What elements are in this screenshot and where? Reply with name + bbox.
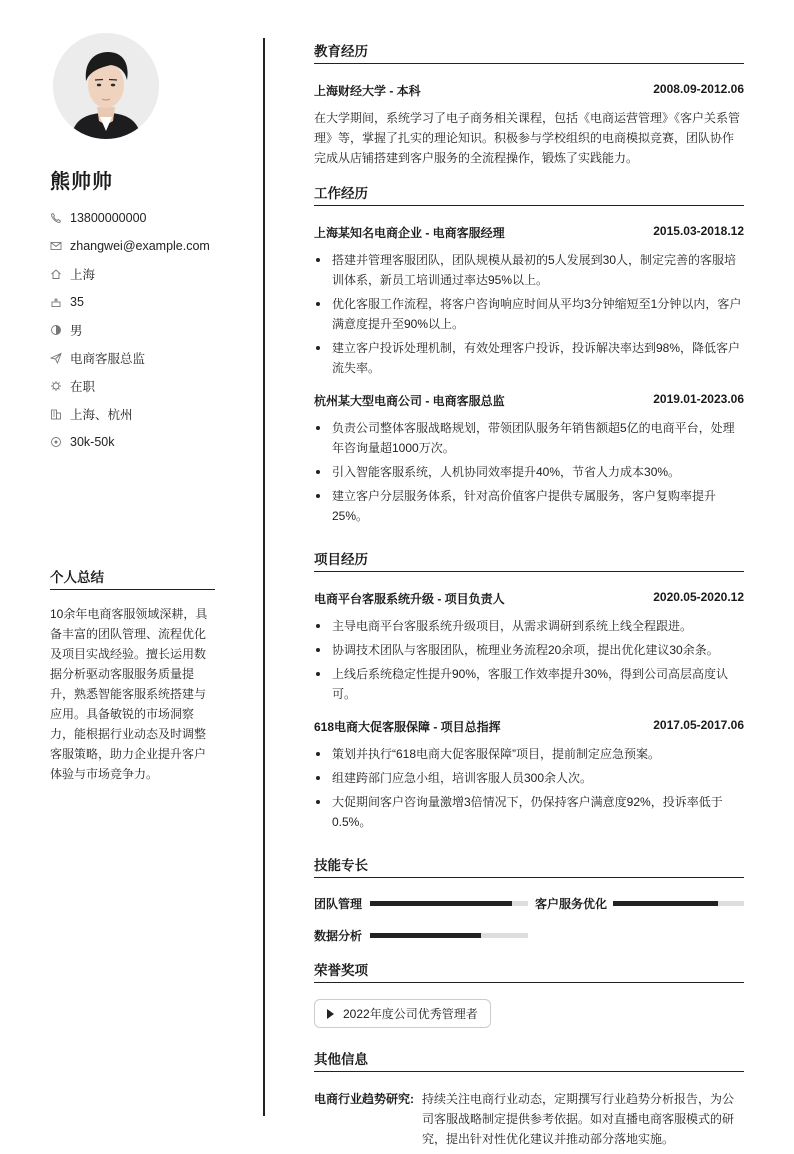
phone-icon (50, 212, 62, 224)
education-school: 上海财经大学 - 本科 (314, 84, 421, 98)
home-icon (50, 268, 62, 280)
project-date: 2017.05-2017.06 (653, 718, 744, 732)
candidate-name: 熊帅帅 (50, 171, 113, 193)
job-date: 2015.03-2018.12 (653, 224, 744, 238)
project-head (314, 590, 744, 607)
project-head (314, 718, 744, 735)
projects-section (314, 548, 744, 832)
salary-icon (50, 436, 62, 448)
list-item: 组建跨部门应急小组，培训客服人员300余人次。 (314, 768, 744, 788)
contact-info-list (50, 204, 250, 456)
work-section (314, 182, 744, 526)
other-title: 其他信息 (314, 1048, 744, 1072)
gender-text: 男 (70, 324, 83, 338)
other-key: 电商行业趋势研究: (314, 1092, 414, 1106)
list-item: 建立客户投诉处理机制，有效处理客户投诉，投诉解决率达到98%，降低客户流失率。 (314, 338, 744, 378)
info-gender (50, 316, 250, 344)
list-item: 建立客户分层服务体系，针对高价值客户提供专属服务，客户复购率提升25%。 (314, 486, 744, 526)
list-item: 策划并执行“618电商大促客服保障”项目，提前制定应急预案。 (314, 744, 744, 764)
skill-fill (370, 933, 481, 938)
email-icon (50, 240, 62, 252)
position-text: 电商客服总监 (70, 352, 146, 366)
salary-text: 30k-50k (70, 435, 115, 449)
summary-text: 10余年电商客服领域深耕，具备丰富的团队管理、流程优化及项目实战经验。擅长运用数据分析驱动客服服务质量提升，熟悉智能客服系统搭建与应用。具备敏锐的市场洞察力，能根据行业动态及时调整客服策略，助力企业提升客户体验与市场竞争力。 (50, 607, 208, 781)
info-position (50, 344, 250, 372)
column-divider (263, 38, 265, 1116)
list-item: 引入智能客服系统，人机协同效率提升40%，节省人力成本30%。 (314, 462, 744, 482)
job-title: 杭州某大型电商公司 - 电商客服总监 (314, 394, 505, 408)
info-salary (50, 428, 250, 456)
list-item: 负责公司整体客服战略规划，带领团队服务年销售额超5亿的电商平台，处理年咨询量超1000万次。 (314, 418, 744, 458)
send-icon (50, 352, 62, 364)
awards-list (314, 999, 744, 1028)
other-item (314, 1089, 744, 1149)
award-label: 2022年度公司优秀管理者 (343, 1007, 478, 1021)
skill-label: 数据分析 (314, 928, 363, 943)
info-city (50, 260, 250, 288)
gender-icon (50, 324, 62, 336)
info-age (50, 288, 250, 316)
project-date: 2020.05-2020.12 (653, 590, 744, 604)
info-email (50, 232, 250, 260)
list-item: 优化客服工作流程，将客户咨询响应时间从平均3分钟缩短至1分钟以内，客户满意度提升至90%以上。 (314, 294, 744, 334)
email-text: zhangwei@example.com (70, 239, 210, 253)
list-item: 协调技术团队与客服团队，梳理业务流程20余项，提出优化建议30余条。 (314, 640, 744, 660)
list-item: 搭建并管理客服团队，团队规模从最初的5人发展到30人，制定完善的客服培训体系，新员工培训通过率达95%以上。 (314, 250, 744, 290)
project-bullets (314, 616, 744, 704)
job-date: 2019.01-2023.06 (653, 392, 744, 406)
project-title: 618电商大促客服保障 - 项目总指挥 (314, 720, 501, 734)
job-bullets (314, 418, 744, 526)
education-section (314, 40, 744, 168)
skills-title: 技能专长 (314, 854, 744, 878)
building-icon (50, 408, 62, 420)
awards-section (314, 959, 744, 1028)
job-head (314, 224, 744, 241)
location-text: 上海、杭州 (70, 408, 133, 422)
list-item: 上线后系统稳定性提升90%，客服工作效率提升30%，得到公司高层高度认可。 (314, 664, 744, 704)
education-date: 2008.09-2012.06 (653, 82, 744, 96)
education-head (314, 82, 744, 99)
cake-icon (50, 296, 62, 308)
job-title: 上海某知名电商企业 - 电商客服经理 (314, 226, 505, 240)
avatar (53, 33, 159, 139)
skill-bar (370, 901, 528, 906)
avatar-portrait (53, 33, 159, 139)
projects-title: 项目经历 (314, 548, 744, 572)
city-text: 上海 (70, 268, 96, 282)
skill-item (535, 895, 744, 911)
award-badge (314, 999, 491, 1028)
skills-section (314, 854, 744, 959)
status-icon (50, 380, 62, 392)
project-title: 电商平台客服系统升级 - 项目负责人 (314, 592, 505, 606)
education-desc: 在大学期间，系统学习了电子商务相关课程，包括《电商运营管理》《客户关系管理》等，掌握了扎实的理论知识。积极参与学校组织的电商模拟竞赛，团队协作完成从店铺搭建到客户服务的全流程操作，锻炼了实践能力。 (314, 111, 741, 165)
skill-fill (370, 901, 512, 906)
other-value: 持续关注电商行业动态，定期撰写行业趋势分析报告，为公司客服战略制定提供参考依据。如对直播电商客服模式的研究，提出针对性优化建议并推动部分落地实施。 (422, 1092, 735, 1146)
education-title: 教育经历 (314, 40, 744, 64)
phone-text: 13800000000 (70, 211, 147, 225)
summary-section (50, 566, 215, 784)
info-location (50, 400, 250, 428)
info-phone (50, 204, 250, 232)
info-status (50, 372, 250, 400)
skill-label: 客户服务优化 (535, 896, 608, 911)
summary-title: 个人总结 (50, 566, 215, 590)
skill-bar (370, 933, 528, 938)
list-item: 大促期间客户咨询量激增3倍情况下，仍保持客户满意度92%，投诉率低于0.5%。 (314, 792, 744, 832)
skill-item (314, 927, 535, 943)
skill-label: 团队管理 (314, 896, 363, 911)
skill-fill (613, 901, 718, 906)
list-item: 主导电商平台客服系统升级项目，从需求调研到系统上线全程跟进。 (314, 616, 744, 636)
skill-bar (613, 901, 744, 906)
status-text: 在职 (70, 380, 96, 394)
project-bullets (314, 744, 744, 832)
skills-list (314, 895, 744, 959)
job-head (314, 392, 744, 409)
play-icon (327, 1009, 334, 1019)
work-title: 工作经历 (314, 182, 744, 206)
awards-title: 荣誉奖项 (314, 959, 744, 983)
job-bullets (314, 250, 744, 378)
other-section (314, 1048, 744, 1149)
main-column (314, 40, 744, 1149)
skill-item (314, 895, 535, 911)
age-text: 35 (70, 295, 84, 309)
